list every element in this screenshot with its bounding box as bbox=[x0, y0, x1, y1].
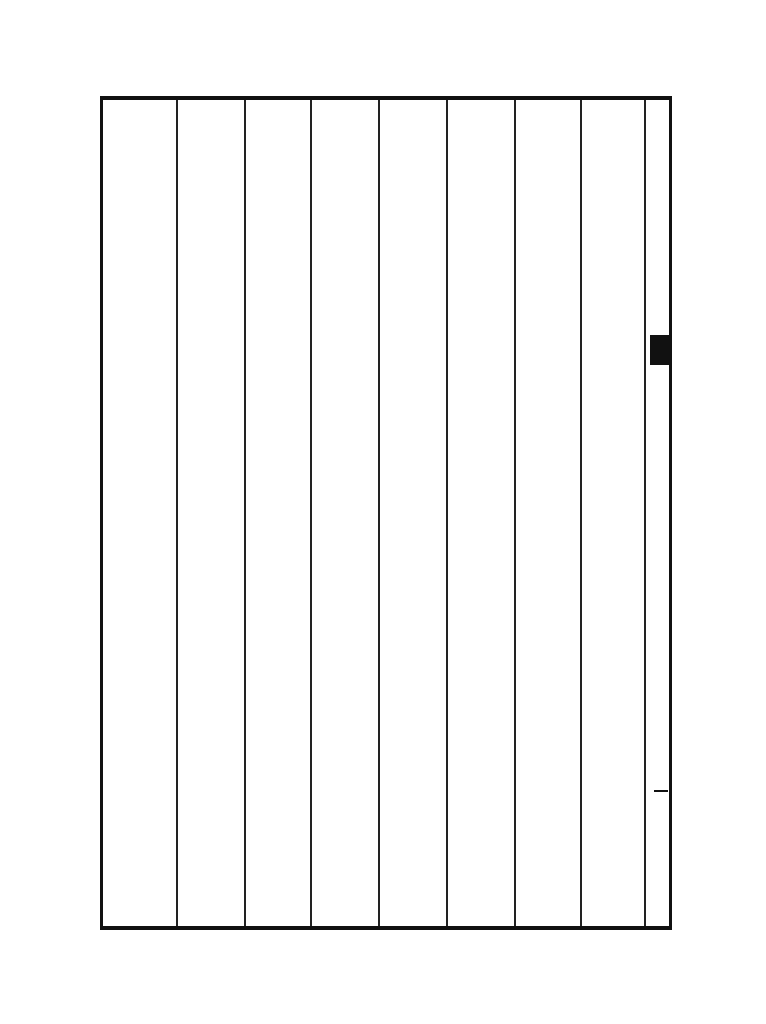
text-column-1 bbox=[586, 140, 642, 920]
text-column-8 bbox=[112, 140, 168, 920]
text-column-6 bbox=[250, 140, 306, 920]
column-rule bbox=[176, 100, 178, 926]
text-column-2 bbox=[520, 140, 576, 920]
column-rule bbox=[378, 100, 380, 926]
text-column-4 bbox=[384, 140, 440, 920]
text-column-5 bbox=[316, 140, 372, 920]
margin-tab-mark bbox=[650, 335, 672, 365]
margin-tick bbox=[654, 790, 668, 792]
column-rule bbox=[244, 100, 246, 926]
column-rule bbox=[514, 100, 516, 926]
text-column-7 bbox=[182, 140, 238, 920]
column-rule bbox=[446, 100, 448, 926]
column-rule bbox=[310, 100, 312, 926]
margin-strip bbox=[644, 100, 668, 926]
text-column-3 bbox=[452, 140, 508, 920]
column-rule bbox=[580, 100, 582, 926]
